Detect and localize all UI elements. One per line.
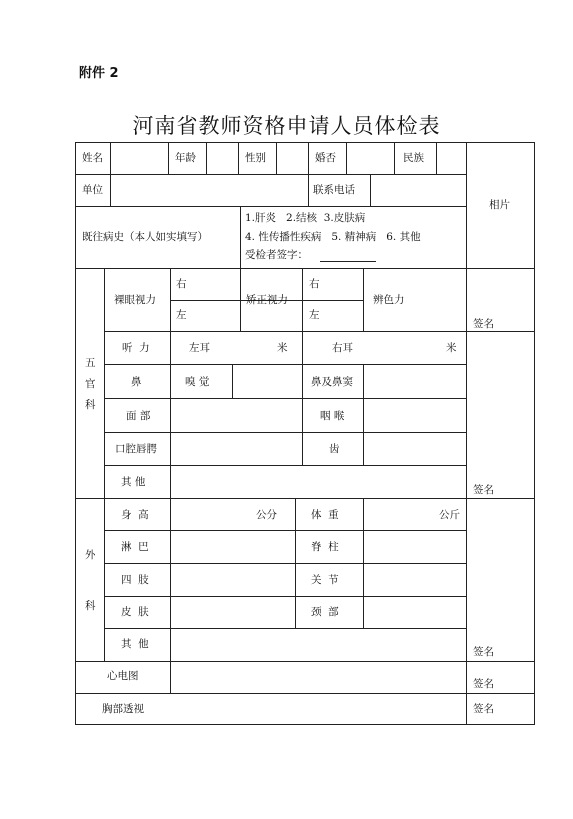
naked-vision-right-label: 右 <box>176 278 187 290</box>
weight-label: 体 重 <box>311 509 339 521</box>
grid-line <box>302 398 303 465</box>
chest-xray-label: 胸部透视 <box>102 703 144 715</box>
nose-sinus-label: 鼻及鼻窦 <box>311 376 353 388</box>
grid-line <box>206 142 207 174</box>
lymph-label: 淋 巴 <box>121 541 149 553</box>
height-unit: 公分 <box>256 509 277 521</box>
grid-line <box>104 364 467 365</box>
age-label: 年龄 <box>175 152 196 164</box>
grid-line <box>240 206 241 268</box>
right-ear-label: 右耳 <box>332 342 353 354</box>
grid-line <box>276 142 277 174</box>
phone-label: 联系电话 <box>313 184 355 196</box>
neck-label: 颈 部 <box>311 606 339 618</box>
grid-line <box>104 432 467 433</box>
weight-unit: 公斤 <box>439 509 460 521</box>
grid-line <box>308 142 309 174</box>
unit-label: 单位 <box>82 184 103 196</box>
grid-line <box>104 398 467 399</box>
right-ear-unit: 米 <box>446 342 457 354</box>
grid-line <box>363 398 364 465</box>
corrected-vision-label: 矫正视力 <box>246 294 288 306</box>
signature-underline <box>320 261 376 262</box>
joints-label: 关 节 <box>311 574 339 586</box>
grid-line <box>295 498 296 628</box>
grid-line <box>363 498 364 628</box>
ent-section-char-3: 科 <box>85 399 96 411</box>
grid-line <box>110 142 111 174</box>
hearing-label: 听 力 <box>122 342 150 354</box>
grid-line <box>436 142 437 174</box>
grid-line <box>110 174 111 206</box>
grid-line <box>302 364 303 398</box>
grid-line <box>238 142 239 174</box>
ecg-label: 心电图 <box>107 670 139 682</box>
signature-label-surgery: 签名 <box>473 646 494 658</box>
left-ear-unit: 米 <box>277 342 288 354</box>
grid-line <box>104 628 467 629</box>
grid-line <box>232 364 233 398</box>
signature-label-vision: 签名 <box>473 318 494 330</box>
history-options-line2: 4. 性传播性疾病 5. 精神病 6. 其他 <box>245 231 421 243</box>
surgery-section-char-1: 外 <box>85 549 96 561</box>
history-options-line1: 1.肝炎 2.结核 3.皮肤病 <box>245 212 366 224</box>
grid-line <box>467 331 535 332</box>
corrected-vision-right-label: 右 <box>309 278 320 290</box>
grid-line <box>104 268 105 661</box>
grid-line <box>75 206 467 207</box>
throat-label: 咽 喉 <box>320 410 345 422</box>
grid-line <box>370 174 371 206</box>
smell-label: 嗅 觉 <box>185 376 210 388</box>
grid-line <box>394 142 395 174</box>
signature-label-ent: 签名 <box>473 484 494 496</box>
examinee-signature-label: 受检者签字： <box>245 249 308 261</box>
left-ear-label: 左耳 <box>189 342 210 354</box>
height-label: 身 高 <box>121 509 149 521</box>
grid-line <box>302 331 303 364</box>
ethnicity-label: 民族 <box>403 152 424 164</box>
grid-line <box>346 142 347 174</box>
naked-vision-left-label: 左 <box>176 309 187 321</box>
signature-label-ecg: 签名 <box>473 678 494 690</box>
grid-line <box>104 563 467 564</box>
spine-label: 脊 柱 <box>311 541 339 553</box>
naked-vision-label: 裸眼视力 <box>114 294 156 306</box>
grid-line <box>363 268 364 331</box>
grid-line <box>308 174 309 206</box>
form-title: 河南省教师资格申请人员体检表 <box>132 114 441 138</box>
teeth-label: 齿 <box>329 443 340 455</box>
ent-section-char-2: 官 <box>85 378 96 390</box>
signature-label-chest: 签名 <box>473 703 494 715</box>
face-label: 面 部 <box>126 410 151 422</box>
grid-line <box>104 331 467 332</box>
grid-line <box>302 268 303 331</box>
grid-line <box>466 142 467 725</box>
name-label: 姓名 <box>82 152 103 164</box>
marital-label: 婚否 <box>315 152 336 164</box>
gender-label: 性别 <box>245 152 266 164</box>
grid-line <box>104 596 467 597</box>
grid-line <box>104 465 467 466</box>
surgery-section-char-2: 科 <box>85 600 96 612</box>
skin-label: 皮 肤 <box>121 606 149 618</box>
grid-line <box>240 268 241 331</box>
limbs-label: 四 肢 <box>121 574 149 586</box>
grid-line <box>363 364 364 398</box>
grid-line <box>170 268 171 693</box>
nose-label: 鼻 <box>131 376 142 388</box>
grid-line <box>104 530 467 531</box>
corrected-vision-left-label: 左 <box>309 309 320 321</box>
grid-line <box>168 142 169 174</box>
medical-history-label: 既往病史（本人如实填写） <box>82 231 208 243</box>
color-vision-label: 辨色力 <box>373 294 405 306</box>
oral-label: 口腔唇腭 <box>115 443 157 455</box>
ent-other-label: 其 他 <box>121 476 146 488</box>
ent-section-char-1: 五 <box>85 357 96 369</box>
name-field[interactable] <box>112 144 166 172</box>
photo-label: 相片 <box>489 199 510 211</box>
surgery-other-label: 其 他 <box>121 638 149 650</box>
grid-line <box>75 174 467 175</box>
attachment-label: 附件 2 <box>79 66 119 81</box>
